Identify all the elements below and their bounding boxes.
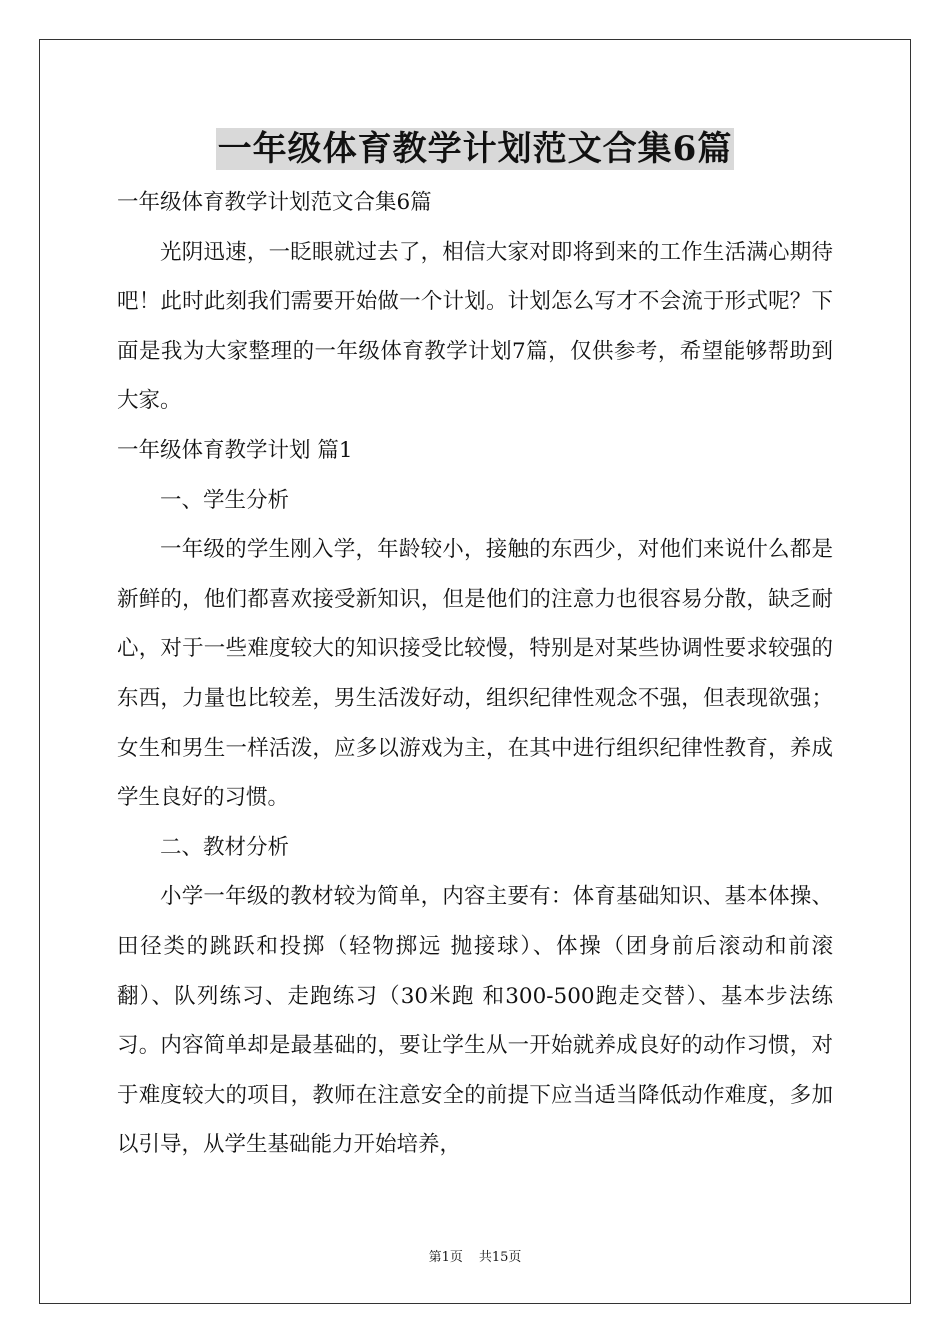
- material-analysis-paragraph: 小学一年级的教材较为简单，内容主要有：体育基础知识、基本体操、田径类的跳跃和投掷（轻物掷远 抛接球）、体操（团身前后滚动和前滚翻）、队列练习、走跑练习（30米跑 和300-500跑走交替）、基本步法练习。内容简单却是最基础的，要让学生从一开始就养成良好的动作习惯，对于难度较大的项目，教师在注意安全的前提下应当适当降低动作难度，多加以引导，从学生基础能力开始培养，: [117, 884, 833, 1158]
- document-title: 一年级体育教学计划范文合集6篇: [217, 129, 733, 169]
- title-container: [0, 128, 950, 170]
- subheading-material-analysis: 二、教材分析: [160, 834, 290, 860]
- page-number: 第1页: [428, 1250, 463, 1265]
- student-analysis-paragraph: 一年级的学生刚入学，年龄较小，接触的东西少，对他们来说什么都是新鲜的，他们都喜欢接受新知识，但是他们的注意力也很容易分散，缺乏耐心，对于一些难度较大的知识接受比较慢，特别是对某些协调性要求较强的东西，力量也比较差，男生活泼好动，组织纪律性观念不强，但表现欲强；女生和男生一样活泼，应多以游戏为主，在其中进行组织纪律性教育，养成学生良好的习惯。: [117, 537, 833, 811]
- page-total: 共15页: [478, 1250, 522, 1265]
- intro-paragraph: 光阴迅速，一眨眼就过去了，相信大家对即将到来的工作生活满心期待吧！此时此刻我们需要开始做一个计划。计划怎么写才不会流于形式呢？下面是我为大家整理的一年级体育教学计划7篇，仅供参考，希望能够帮助到大家。: [117, 239, 833, 414]
- subheading-student-analysis: 一、学生分析: [160, 487, 290, 513]
- section-heading: 一年级体育教学计划 篇1: [117, 437, 353, 463]
- subtitle-paragraph: 一年级体育教学计划范文合集6篇: [117, 190, 432, 215]
- page-footer: [0, 1249, 950, 1267]
- document-body: [117, 178, 833, 1170]
